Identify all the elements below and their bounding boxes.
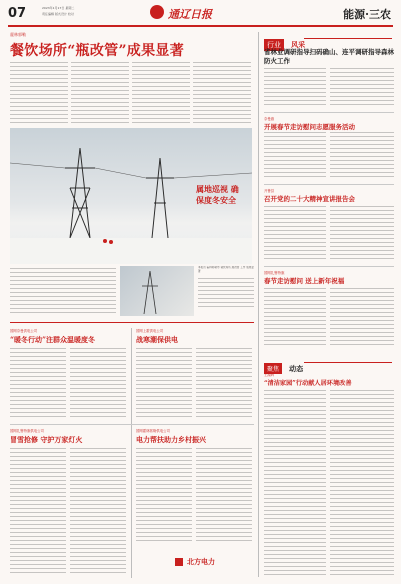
page-header [0,0,401,28]
right-article-3-body-a [264,206,326,262]
bottom-divider-vertical [131,328,132,578]
industry-header-right: 风采 [291,40,306,49]
photo-caption: 属地巡视 确保度冬安全 [196,184,239,205]
bottom-article-1-title: “暖冬行动”注群众温暖度冬 [10,335,96,344]
bottom-article-3-kicker: 国网扎鲁特旗供电公司 [10,429,44,433]
dynamic-body-a [264,390,326,576]
bottom-article-2-kicker: 国网上霍供电公司 [136,329,164,333]
right-divider-1 [264,112,394,113]
dynamic-header-left: 聚焦 [264,363,282,374]
bottom-divider-horizontal [10,424,254,425]
right-article-1-body-a [264,68,326,108]
bottom-article-4-title: 电力帮扶助力乡村振兴 [136,435,206,444]
bottom-article-3-body-a [10,448,66,574]
column-divider [258,32,259,577]
dynamic-kicker: 王湖辉 [264,373,275,377]
right-article-3-kicker: 开鲁县 [264,189,275,193]
main-body-col-extra [10,268,116,316]
right-article-4-kicker: 国网扎鲁特旗 [264,271,285,275]
side-caption-lines [198,278,254,308]
date-info: 2023年1月17日 星期二 [42,6,75,10]
bottom-article-4-body-a [136,448,192,544]
right-article-2-kicker: 奈曼旗 [264,117,275,121]
sponsor-banner [136,548,254,576]
industry-header [264,32,394,49]
right-article-3-body-b [330,206,394,262]
bottom-article-2-body-b [196,348,252,420]
sponsor-logo-icon [175,558,183,566]
industry-header-rule [304,38,392,39]
right-article-2-title: 开展春节走访慰问志愿服务活动 [264,123,355,131]
bottom-article-4-body-b [196,448,252,544]
editor-info: 责任编辑 版式设计 校对 [42,12,74,16]
masthead-title: 通辽日报 [168,8,212,21]
tower-small-illustration [120,266,194,316]
caption-box [198,266,254,316]
right-article-2-body-b [330,132,394,180]
bottom-section-rule [10,322,254,323]
bottom-article-3-title: 冒雪抢修 守护万家灯火 [10,435,83,444]
header-rule [8,25,393,27]
main-photo [10,128,252,264]
right-article-4-title: 春节走访慰问 送上新年祝福 [264,277,345,285]
bottom-article-2-title: 战寒潮保供电 [136,335,178,344]
masthead-logo [150,5,230,23]
bottom-article-4-kicker: 国网霍林郭勒供电公司 [136,429,170,433]
dynamic-title: “清洁家园”行动献人居环境改善 [264,380,352,387]
right-article-3-title: 召开党的二十大精神宣讲报告会 [264,195,355,203]
page-number: 07 [8,6,27,21]
right-article-1-body-b [330,68,394,108]
dynamic-header-rule [304,362,392,363]
sponsor-name: 北方电力 [187,558,215,566]
main-body-col4 [193,62,251,124]
bottom-article-1-kicker: 国网奈曼供电公司 [10,329,38,333]
dynamic-header-right: 动态 [289,364,304,373]
dynamic-body-b [330,390,394,576]
right-article-1-title: 省林业调研指导扫码确山、连平调研指导森林防火工作 [264,48,394,65]
bottom-article-1-body-a [10,348,66,420]
right-divider-3 [264,266,394,267]
right-article-2-body-a [264,132,326,180]
industry-header-left: 行业 [264,39,284,51]
main-title: 餐饮场所“瓶改管”成果显著 [10,43,185,59]
right-article-4-body-a [264,288,326,348]
right-divider-2 [264,184,394,185]
emblem-icon [150,5,164,19]
main-body-col1 [10,62,68,124]
bottom-article-1-body-b [70,348,126,420]
side-caption: 本报讯 霍林郭勒市 餐饮场所 瓶改管 工作 成果显著 [198,266,254,273]
small-photo [120,266,194,316]
dynamic-header [264,356,394,373]
main-body-col3 [132,62,190,124]
main-body-col2 [71,62,129,124]
right-article-4-body-b [330,288,394,348]
section-title: 能源·三农 [343,8,391,21]
bottom-article-3-body-b [70,448,126,574]
bottom-article-2-body-a [136,348,192,420]
main-kicker: 霍林郭勒 [10,32,26,37]
